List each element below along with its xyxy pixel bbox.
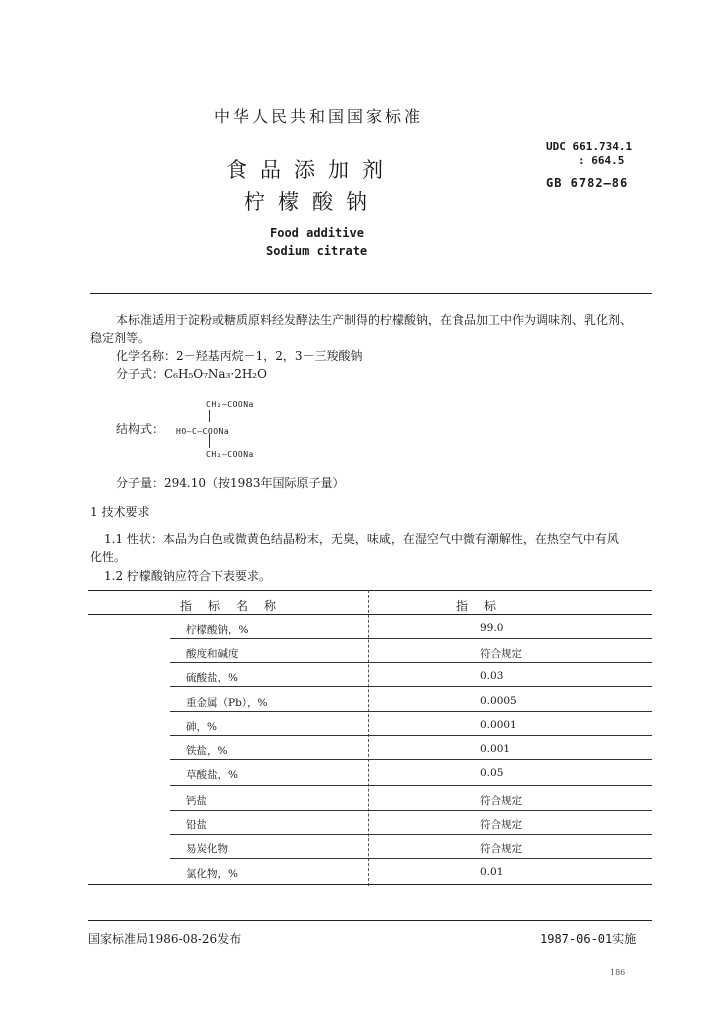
item-1-1-cont: 化性。	[90, 550, 127, 564]
table-row-rule	[170, 834, 652, 835]
structure-line-3: CH₂—COONa	[206, 450, 254, 459]
table-bottom-rule	[88, 884, 652, 885]
molecular-formula: 分子式：C₆H₅O₇Na₃·2H₂O	[116, 367, 267, 381]
structure-bond	[209, 410, 210, 422]
table-cell-name: 柠檬酸钠，%	[186, 624, 249, 636]
table-cell-name: 重金属（Pb），%	[186, 697, 268, 709]
table-cell-value: 0.0001	[480, 719, 517, 731]
molecular-weight: 分子量：294.10（按1983年国际原子量）	[116, 476, 345, 490]
table-cell-name: 硫酸盐，%	[186, 672, 238, 684]
structure-bond	[209, 434, 210, 448]
table-cell-name: 氯化物，%	[186, 868, 238, 880]
table-column-separator	[368, 590, 369, 886]
table-cell-value: 0.001	[480, 743, 511, 755]
table-header-name: 指标名称	[180, 599, 293, 613]
chemical-name: 化学名称：2－羟基丙烷－1，2，3－三羧酸钠	[116, 349, 363, 363]
table-cell-name: 易炭化物	[186, 843, 228, 855]
issue-date: 国家标准局1986-08-26发布	[88, 932, 242, 946]
footer-divider	[88, 920, 652, 921]
table-cell-value: 0.05	[480, 767, 504, 779]
table-row-rule	[170, 662, 652, 663]
structure-line-2: HO—C—COONa	[176, 427, 230, 436]
item-1-2: 1.2 柠檬酸钠应符合下表要求。	[104, 569, 271, 583]
effective-date: 1987-06-01实施	[540, 932, 637, 946]
structure-label: 结构式：	[116, 422, 165, 436]
table-row-rule	[170, 810, 652, 811]
scope-paragraph: 本标准适用于淀粉或糖质原料经发酵法生产制得的柠檬酸钠，在食品加工中作为调味剂、乳化剂、	[116, 313, 633, 327]
table-cell-value: 符合规定	[480, 843, 522, 855]
table-cell-name: 钙盐	[186, 795, 207, 807]
table-header-rule	[88, 614, 652, 615]
document-subtitle: 柠檬酸钠	[244, 190, 380, 214]
udc-code-cont: : 664.5	[578, 154, 625, 167]
document-title: 食品添加剂	[226, 158, 396, 182]
item-1-1: 1.1 性状：本品为白色或微黄色结晶粉末，无臭，味咸，在湿空气中微有潮解性，在热空气中有风	[104, 532, 619, 546]
page-number: 186	[610, 968, 626, 977]
table-row-rule	[170, 638, 652, 639]
table-cell-value: 符合规定	[480, 648, 522, 660]
issuing-body: 中华人民共和国国家标准	[214, 107, 424, 126]
section-heading: 1 技术要求	[90, 505, 150, 519]
header-divider	[90, 293, 652, 294]
table-row-rule	[170, 858, 652, 859]
standard-number: GB 6782—86	[546, 176, 629, 190]
table-cell-name: 铁盐，%	[186, 745, 228, 757]
scope-paragraph-cont: 稳定剂等。	[90, 331, 151, 345]
table-row-rule	[170, 759, 652, 760]
table-cell-name: 铅盐	[186, 819, 207, 831]
table-row-rule	[170, 686, 652, 687]
table-cell-name: 草酸盐，%	[186, 769, 238, 781]
table-row-rule	[170, 785, 652, 786]
document-title-en: Food additive	[270, 226, 364, 240]
document-subtitle-en: Sodium citrate	[266, 244, 368, 258]
table-header-value: 指标	[456, 599, 513, 613]
table-cell-name: 砷，%	[186, 721, 217, 733]
structure-line-1: CH₂—COONa	[206, 400, 254, 409]
table-cell-value: 0.0005	[480, 695, 517, 707]
table-cell-value: 符合规定	[480, 819, 522, 831]
table-cell-value: 99.0	[480, 622, 504, 634]
table-row-rule	[170, 711, 652, 712]
table-cell-value: 0.03	[480, 670, 504, 682]
table-row-rule	[170, 735, 652, 736]
table-cell-value: 0.01	[480, 866, 504, 878]
table-cell-name: 酸度和碱度	[186, 648, 239, 660]
udc-code: UDC 661.734.1	[546, 140, 633, 153]
table-top-rule	[88, 590, 652, 591]
table-cell-value: 符合规定	[480, 795, 522, 807]
